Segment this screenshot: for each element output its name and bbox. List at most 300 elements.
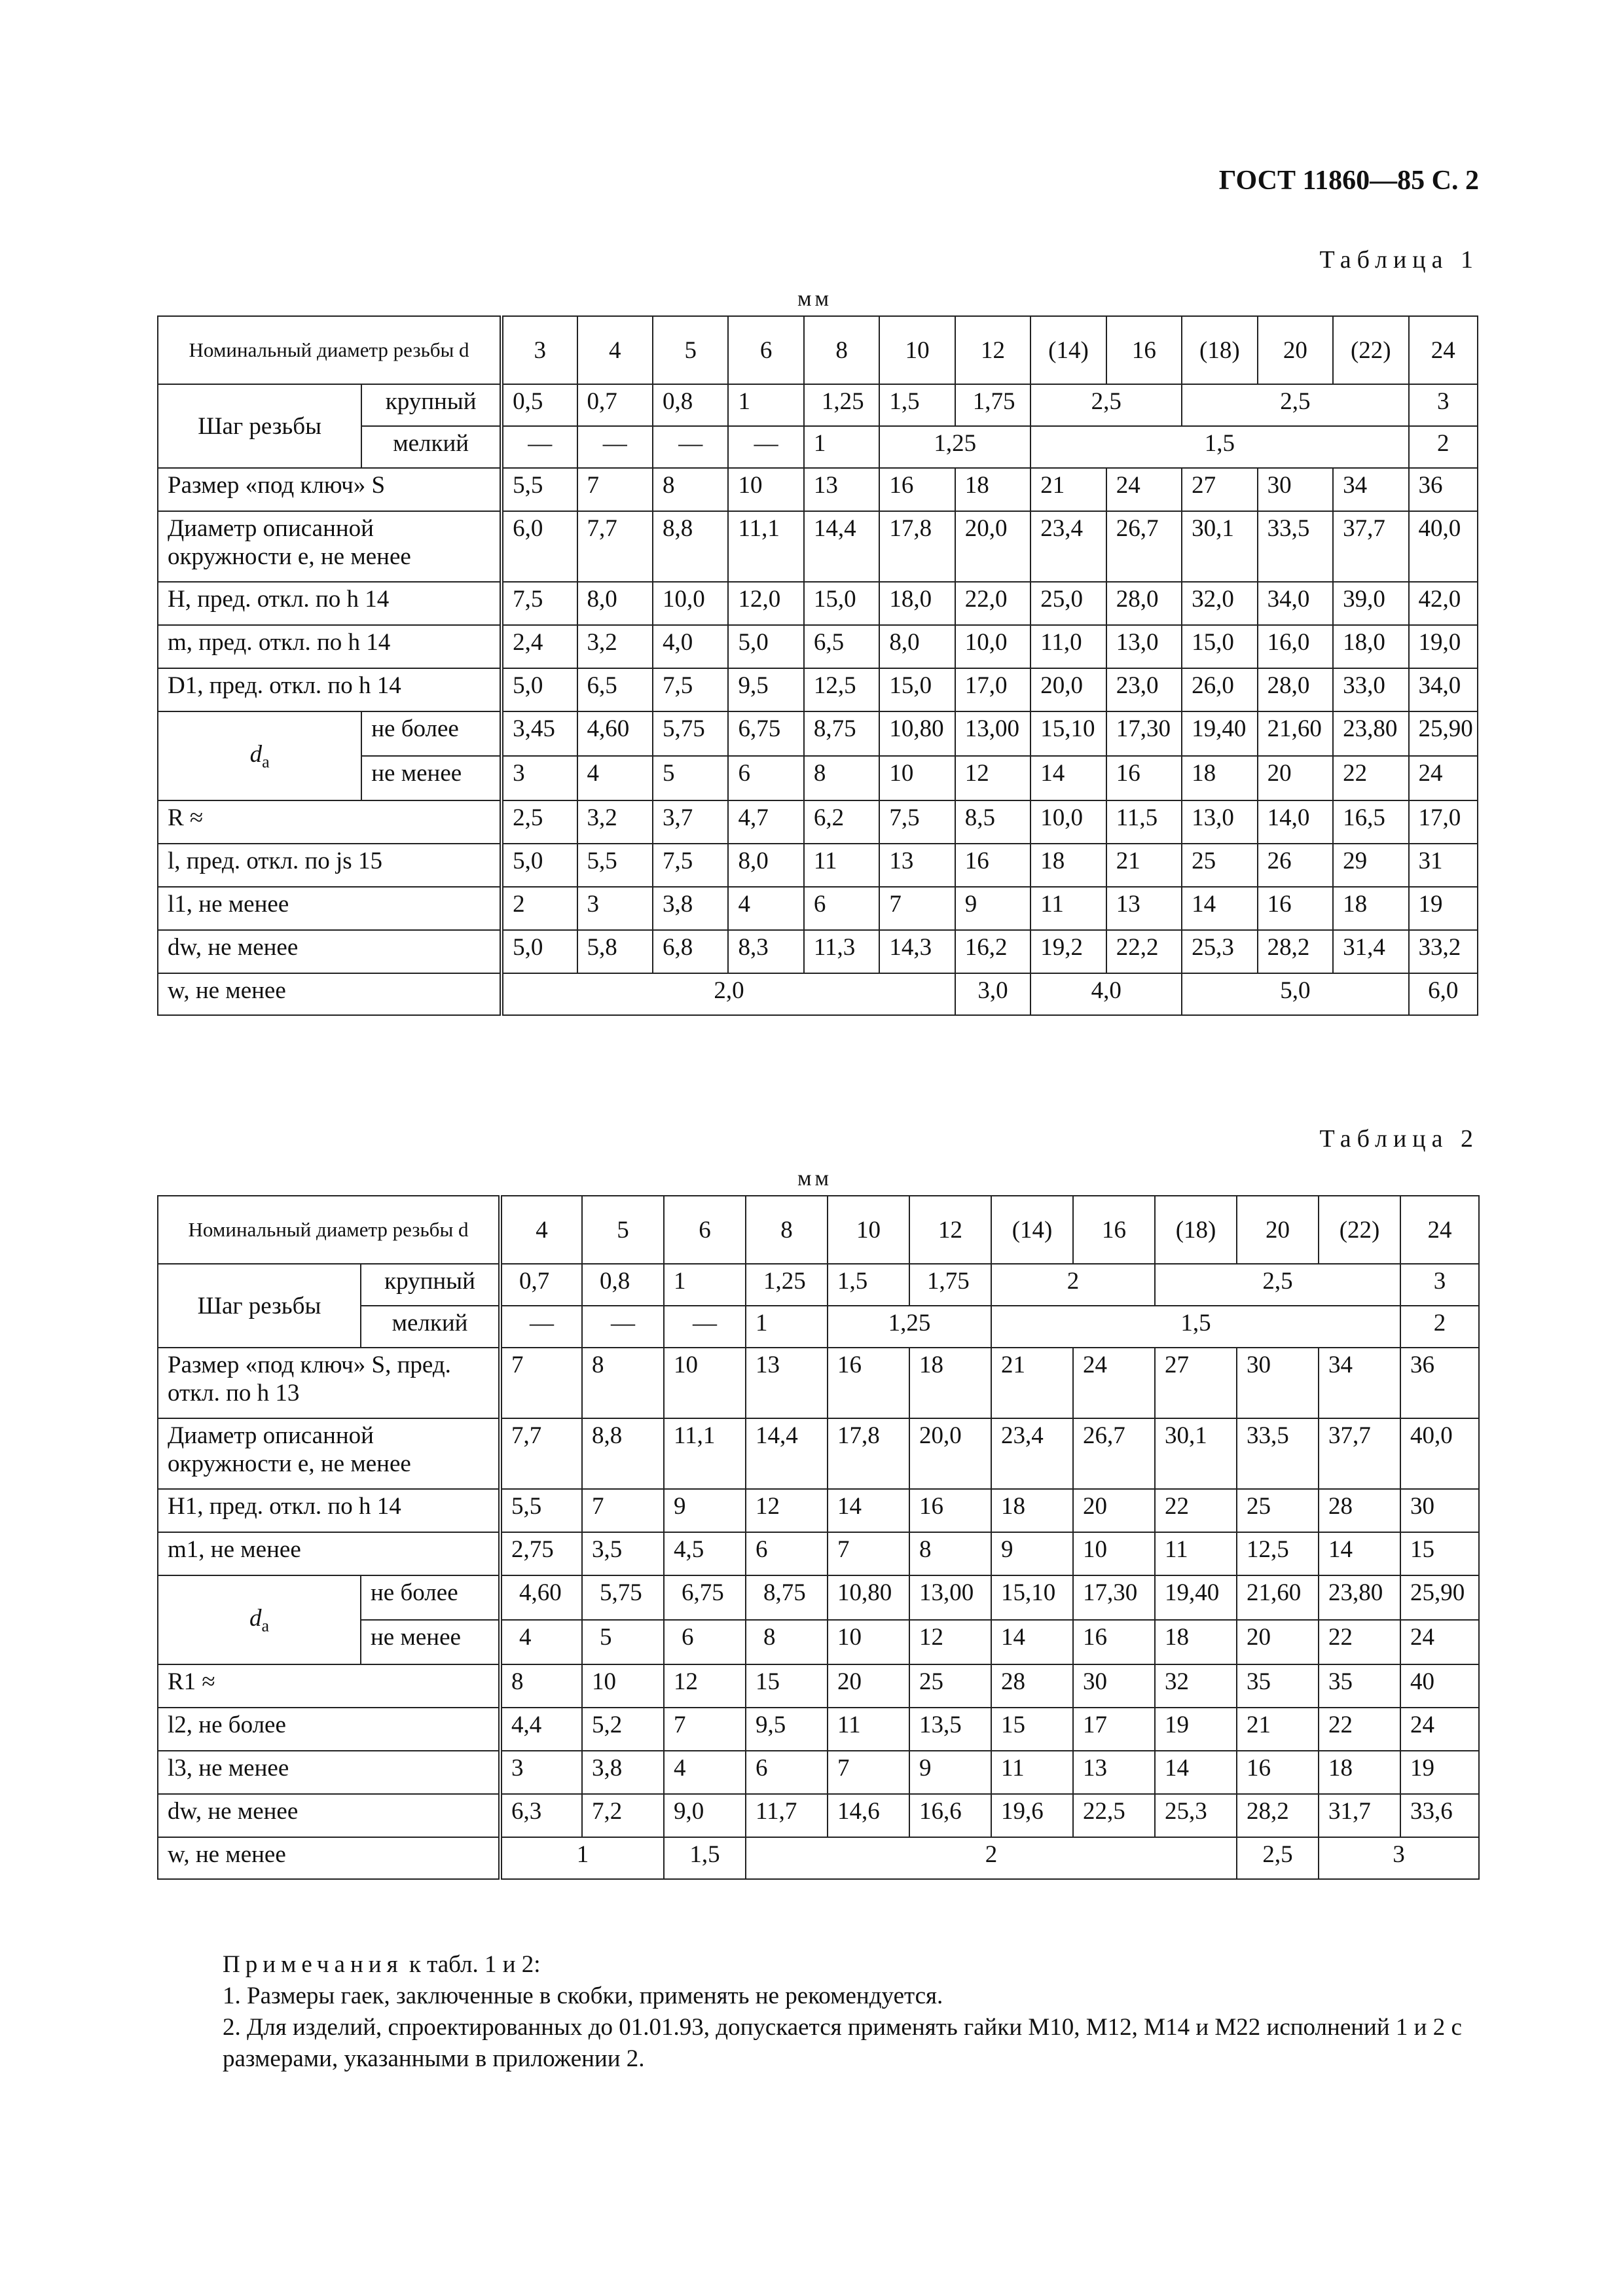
table2-cell: 30 <box>1073 1664 1155 1708</box>
table1-diameter: 3 <box>501 316 577 384</box>
table2-cell: 18 <box>991 1489 1073 1532</box>
table2-cell: 8 <box>500 1664 582 1708</box>
table2-cell: 22 <box>1319 1708 1400 1751</box>
notes-title-word: Примечания <box>223 1951 403 1978</box>
table1-cell: 18 <box>1182 756 1257 800</box>
table2-diameter: (14) <box>991 1196 1073 1264</box>
table1-cell: 13,00 <box>955 711 1030 756</box>
table2-header-label: Номинальный диаметр резьбы d <box>158 1196 500 1264</box>
table1-cell: 6,5 <box>804 625 879 668</box>
table2-row <box>158 1489 1479 1532</box>
table2-cell: 15 <box>1400 1532 1479 1575</box>
table1-cell: 15,10 <box>1030 711 1106 756</box>
table2-cell: 14 <box>1155 1751 1237 1794</box>
table2-cell: 20,0 <box>909 1418 991 1489</box>
table1-header-label: Номинальный диаметр резьбы d <box>158 316 501 384</box>
table1-cell: 14,4 <box>804 511 879 582</box>
table2-cell: 15 <box>746 1664 828 1708</box>
table1-diameter: 8 <box>804 316 879 384</box>
table2-cell: 12 <box>664 1664 746 1708</box>
table1-cell: 16 <box>879 468 955 511</box>
table1-cell: 5,0 <box>501 930 577 973</box>
table1-cell: 7 <box>577 468 653 511</box>
table2-cell: 18 <box>1155 1620 1237 1664</box>
table2-cell: 21,60 <box>1237 1575 1319 1620</box>
table2-diameter: 6 <box>664 1196 746 1264</box>
table1-cell: 5,0 <box>501 668 577 711</box>
table2-row-w <box>158 1837 1479 1879</box>
table1-cell: 19,2 <box>1030 930 1106 973</box>
table2-cell: 4,60 <box>500 1575 582 1620</box>
table1-cell: 2 <box>1409 426 1478 468</box>
table2-cell: 6,75 <box>664 1575 746 1620</box>
table1-cell: 30 <box>1258 468 1333 511</box>
table2-cell: 16 <box>909 1489 991 1532</box>
table2-cell: — <box>664 1306 746 1348</box>
table2-cell: 2,75 <box>500 1532 582 1575</box>
table1-cell: 8 <box>804 756 879 800</box>
table2-cell: 8,75 <box>746 1575 828 1620</box>
table2-cell: 18 <box>1319 1751 1400 1794</box>
table1-cell: 21 <box>1030 468 1106 511</box>
table1-cell: 3,2 <box>577 800 653 844</box>
notes-title <box>157 1949 1480 1981</box>
table2-cell: 3 <box>1319 1837 1479 1879</box>
table1-cell: 28,0 <box>1106 582 1182 625</box>
table1-cell: 20 <box>1258 756 1333 800</box>
table1-cell: 28,2 <box>1258 930 1333 973</box>
table1-cell: 6,0 <box>501 511 577 582</box>
table1-diameter: 24 <box>1409 316 1478 384</box>
table2-diameter: (22) <box>1319 1196 1400 1264</box>
table2-cell: 4 <box>500 1620 582 1664</box>
table1-row-da-max <box>158 711 1478 756</box>
table2-cell: 10 <box>828 1620 909 1664</box>
table2-row-label: l2, не более <box>158 1708 500 1751</box>
table1-cell: 11,1 <box>728 511 803 582</box>
table2-cell: 23,4 <box>991 1418 1073 1489</box>
table1-cell: 7,7 <box>577 511 653 582</box>
table2-cell: 2 <box>991 1264 1155 1306</box>
table1-cell: 8,0 <box>879 625 955 668</box>
table1-cell: — <box>653 426 728 468</box>
table1-cell: 10,0 <box>653 582 728 625</box>
table1-cell: 18 <box>1030 844 1106 887</box>
table1-cell: 3 <box>1409 384 1478 426</box>
table1-cell: 13 <box>1106 887 1182 930</box>
table2-cell: 12 <box>746 1489 828 1532</box>
table1-cell: 10,0 <box>1030 800 1106 844</box>
table1-cell: 16,2 <box>955 930 1030 973</box>
table2-cell: 16 <box>1073 1620 1155 1664</box>
table1-cell: 1,5 <box>879 384 955 426</box>
table1-cell: 9,5 <box>728 668 803 711</box>
table1-cell: 10 <box>879 756 955 800</box>
table2-cell: 17,8 <box>828 1418 909 1489</box>
table2-cell: 34 <box>1319 1348 1400 1418</box>
table1-cell: 19 <box>1409 887 1478 930</box>
table1-row-label: l, пред. откл. по js 15 <box>158 844 501 887</box>
table1-cell: 2,5 <box>1030 384 1182 426</box>
table2-cell: 0,7 <box>500 1264 582 1306</box>
table2-row <box>158 1794 1479 1837</box>
table1-row-label: m, пред. откл. по h 14 <box>158 625 501 668</box>
table1-da-min-label: не менее <box>361 756 501 800</box>
table1-units: мм <box>797 287 833 311</box>
table1-cell: 11 <box>804 844 879 887</box>
table2-cell: 19,6 <box>991 1794 1073 1837</box>
table1-cell: 19,40 <box>1182 711 1257 756</box>
table1-cell: 13,0 <box>1106 625 1182 668</box>
table1-cell: 22 <box>1333 756 1408 800</box>
table2-header-row <box>158 1196 1479 1264</box>
table1-cell: 5,8 <box>577 930 653 973</box>
table1-cell: 5,0 <box>501 844 577 887</box>
table2-cell: 8 <box>746 1620 828 1664</box>
table1-cell: 31,4 <box>1333 930 1408 973</box>
table1-cell: 37,7 <box>1333 511 1408 582</box>
table1-cell: 1 <box>804 426 879 468</box>
table2-cell: 25,3 <box>1155 1794 1237 1837</box>
table1-row-label: H, пред. откл. по h 14 <box>158 582 501 625</box>
table2-cell: 7 <box>828 1532 909 1575</box>
table1-caption: Таблица 1 <box>1319 246 1479 274</box>
table1-cell: 1,75 <box>955 384 1030 426</box>
table2-cell: 11 <box>828 1708 909 1751</box>
table2-row <box>158 1708 1479 1751</box>
table2-cell: 13,00 <box>909 1575 991 1620</box>
table2-cell: 17,30 <box>1073 1575 1155 1620</box>
table1-cell: 17,8 <box>879 511 955 582</box>
table1-cell: 21 <box>1106 844 1182 887</box>
table1-cell: 8,0 <box>728 844 803 887</box>
table1-cell: 16 <box>955 844 1030 887</box>
table2-row <box>158 1532 1479 1575</box>
table1-cell: 3,45 <box>501 711 577 756</box>
table2-cell: 7,7 <box>500 1418 582 1489</box>
table1-diameter: 16 <box>1106 316 1182 384</box>
table2-cell: 32 <box>1155 1664 1237 1708</box>
table2-diameter: 5 <box>582 1196 664 1264</box>
table2-cell: 3,5 <box>582 1532 664 1575</box>
table2-diameter: 8 <box>746 1196 828 1264</box>
table2-cell: 19 <box>1155 1708 1237 1751</box>
table1-cell: 14 <box>1182 887 1257 930</box>
table1-cell: 33,5 <box>1258 511 1333 582</box>
table2-cell: 25,90 <box>1400 1575 1479 1620</box>
table2-cell: 16 <box>828 1348 909 1418</box>
table2-cell: 6,3 <box>500 1794 582 1837</box>
table1-cell: 34,0 <box>1409 668 1478 711</box>
table1-cell: 2,4 <box>501 625 577 668</box>
table2-diameter: (18) <box>1155 1196 1237 1264</box>
table1-diameter: (14) <box>1030 316 1106 384</box>
table1-row-w <box>158 973 1478 1015</box>
table1-cell: 7,5 <box>653 844 728 887</box>
table2-cell: 9,0 <box>664 1794 746 1837</box>
table2-cell: 8 <box>909 1532 991 1575</box>
table1-cell: 30,1 <box>1182 511 1257 582</box>
table2-cell: 24 <box>1073 1348 1155 1418</box>
table1-row-label: Размер «под ключ» S <box>158 468 501 511</box>
table1-cell: 12,0 <box>728 582 803 625</box>
table1-cell: — <box>728 426 803 468</box>
table2-diameter: 12 <box>909 1196 991 1264</box>
table2-cell: 9 <box>664 1489 746 1532</box>
table1-cell: 24 <box>1409 756 1478 800</box>
table1-cell: 8,75 <box>804 711 879 756</box>
table1-cell: 3 <box>577 887 653 930</box>
table2-cell: 1,75 <box>909 1264 991 1306</box>
table2-cell: 21 <box>1237 1708 1319 1751</box>
table1-cell: 3,7 <box>653 800 728 844</box>
table1-cell: 1,5 <box>1030 426 1408 468</box>
table1-cell: 16 <box>1258 887 1333 930</box>
table1-cell: 14,0 <box>1258 800 1333 844</box>
table2-cell: 20 <box>1237 1620 1319 1664</box>
table1-cell: 2 <box>501 887 577 930</box>
table1-cell: 18 <box>955 468 1030 511</box>
table1-row-label: l1, не менее <box>158 887 501 930</box>
table1-cell: 13 <box>804 468 879 511</box>
table2-units: мм <box>797 1166 833 1191</box>
table2-cell: 1,5 <box>664 1837 746 1879</box>
table2-cell: 30 <box>1237 1348 1319 1418</box>
table1-cell: 18 <box>1333 887 1408 930</box>
table1-diameter: 5 <box>653 316 728 384</box>
table1-cell: 4 <box>728 887 803 930</box>
table2-cell: 24 <box>1400 1620 1479 1664</box>
table2-cell: 33,6 <box>1400 1794 1479 1837</box>
table1-diameter: 12 <box>955 316 1030 384</box>
table2-cell: 22 <box>1155 1489 1237 1532</box>
table1-cell: 1,25 <box>804 384 879 426</box>
table1-cell: 22,0 <box>955 582 1030 625</box>
table1-cell: 16 <box>1106 756 1182 800</box>
table2-row-da-max <box>158 1575 1479 1620</box>
table1-cell: 40,0 <box>1409 511 1478 582</box>
table2-cell: 11 <box>991 1751 1073 1794</box>
table2-diameter: 16 <box>1073 1196 1155 1264</box>
table1-cell: 6,5 <box>577 668 653 711</box>
table2-cell: 21 <box>991 1348 1073 1418</box>
table1-cell: 10,80 <box>879 711 955 756</box>
table2-cell: 22,5 <box>1073 1794 1155 1837</box>
table2-cell: — <box>582 1306 664 1348</box>
table1-cell: 23,4 <box>1030 511 1106 582</box>
table1 <box>157 315 1478 1016</box>
table1-cell: 5 <box>653 756 728 800</box>
table2-cell: 15 <box>991 1708 1073 1751</box>
table2-cell: 40 <box>1400 1664 1479 1708</box>
table1-cell: 15,0 <box>804 582 879 625</box>
table1-cell: 13 <box>879 844 955 887</box>
table1-cell: 12 <box>955 756 1030 800</box>
table1-cell: 1 <box>728 384 803 426</box>
table1-cell: 15,0 <box>1182 625 1257 668</box>
table1-cell: 25,3 <box>1182 930 1257 973</box>
table1-cell: 11 <box>1030 887 1106 930</box>
table1-cell: 11,0 <box>1030 625 1106 668</box>
table1-cell: 10,0 <box>955 625 1030 668</box>
table2-cell: 35 <box>1237 1664 1319 1708</box>
table2-cell: 7 <box>828 1751 909 1794</box>
table1-cell: 16,0 <box>1258 625 1333 668</box>
table1-cell: — <box>501 426 577 468</box>
table2-cell: 6 <box>746 1532 828 1575</box>
table1-cell: 17,0 <box>1409 800 1478 844</box>
table2-cell: 8,8 <box>582 1418 664 1489</box>
table1-cell: 34,0 <box>1258 582 1333 625</box>
table1-diameter: 20 <box>1258 316 1333 384</box>
table1-cell: 5,75 <box>653 711 728 756</box>
table2-cell: 9,5 <box>746 1708 828 1751</box>
table1-cell: 12,5 <box>804 668 879 711</box>
table2-cell: 35 <box>1319 1664 1400 1708</box>
table2-cell: 16,6 <box>909 1794 991 1837</box>
table1-cell: 14 <box>1030 756 1106 800</box>
table1-row <box>158 887 1478 930</box>
table1-cell: 25,90 <box>1409 711 1478 756</box>
table1-cell: 7,5 <box>653 668 728 711</box>
table1-cell: 32,0 <box>1182 582 1257 625</box>
document-header: ГОСТ 11860—85 С. 2 <box>1218 166 1479 196</box>
table2-cell: 33,5 <box>1237 1418 1319 1489</box>
table2-cell: 4,4 <box>500 1708 582 1751</box>
table1-cell: 15,0 <box>879 668 955 711</box>
table2-cell: 15,10 <box>991 1575 1073 1620</box>
table2-cell: 31,7 <box>1319 1794 1400 1837</box>
table1-row-label: D1, пред. откл. по h 14 <box>158 668 501 711</box>
table2-cell: 13 <box>1073 1751 1155 1794</box>
table1-cell: 2,5 <box>1182 384 1408 426</box>
table1-diameter: 4 <box>577 316 653 384</box>
table1-cell: 39,0 <box>1333 582 1408 625</box>
table2-cell: 25 <box>1237 1489 1319 1532</box>
table1-cell: 3,2 <box>577 625 653 668</box>
table1-cell: 8,3 <box>728 930 803 973</box>
table1-cell: 36 <box>1409 468 1478 511</box>
table1-row <box>158 800 1478 844</box>
table2-cell: 7,2 <box>582 1794 664 1837</box>
table1-cell: 11,5 <box>1106 800 1182 844</box>
table2-cell: 6 <box>664 1620 746 1664</box>
table1-cell: 25 <box>1182 844 1257 887</box>
table1-da-label: $d_a$ <box>158 711 361 800</box>
table1-cell: 8,0 <box>577 582 653 625</box>
table1-cell: 3 <box>501 756 577 800</box>
table2-cell: 37,7 <box>1319 1418 1400 1489</box>
table2-row-label: m1, не менее <box>158 1532 500 1575</box>
table1-cell: 8,5 <box>955 800 1030 844</box>
table1-cell: 4,7 <box>728 800 803 844</box>
table1-cell: 5,5 <box>501 468 577 511</box>
table2-cell: 5,5 <box>500 1489 582 1532</box>
table1-cell: 13,0 <box>1182 800 1257 844</box>
table2-cell: 11,7 <box>746 1794 828 1837</box>
table2-cell: 25 <box>909 1664 991 1708</box>
table1-cell: 6 <box>804 887 879 930</box>
table1-coarse-label: крупный <box>361 384 501 426</box>
table2-cell: 4 <box>664 1751 746 1794</box>
table2-cell: 28 <box>1319 1489 1400 1532</box>
table2-diameter: 20 <box>1237 1196 1319 1264</box>
table1-cell: 21,60 <box>1258 711 1333 756</box>
table2-cell: 2,5 <box>1237 1837 1319 1879</box>
table1-row <box>158 844 1478 887</box>
table2-row-label: H1, пред. откл. по h 14 <box>158 1489 500 1532</box>
table2-row-label: l3, не менее <box>158 1751 500 1794</box>
table1-row <box>158 668 1478 711</box>
table1-cell: 5,0 <box>1182 973 1408 1015</box>
table2-cell: 12 <box>909 1620 991 1664</box>
table2-cell: 13 <box>746 1348 828 1418</box>
table2-cell: 16 <box>1237 1751 1319 1794</box>
table1-cell: 14,3 <box>879 930 955 973</box>
table1-row-label: Диаметр описанной окружности e, не менее <box>158 511 501 582</box>
table1-diameter: (18) <box>1182 316 1257 384</box>
table2-cell: 14 <box>1319 1532 1400 1575</box>
table2-cell: 10,80 <box>828 1575 909 1620</box>
table1-cell: 27 <box>1182 468 1257 511</box>
table2-row-label: Размер «под ключ» S, пред. откл. по h 13 <box>158 1348 500 1418</box>
table1-row <box>158 625 1478 668</box>
table2 <box>157 1195 1480 1880</box>
table2-da-min-label: не менее <box>361 1620 500 1664</box>
table1-cell: 11,3 <box>804 930 879 973</box>
table2-cell: 5,2 <box>582 1708 664 1751</box>
table2-cell: 5 <box>582 1620 664 1664</box>
table2-cell: 0,8 <box>582 1264 664 1306</box>
table2-cell: 14,4 <box>746 1418 828 1489</box>
table2-caption: Таблица 2 <box>1319 1125 1479 1153</box>
table2-diameter: 4 <box>500 1196 582 1264</box>
table1-cell: 26,7 <box>1106 511 1182 582</box>
table2-cell: 1 <box>500 1837 664 1879</box>
table1-cell: 6,2 <box>804 800 879 844</box>
table2-row-coarse <box>158 1264 1479 1306</box>
table1-cell: 6,75 <box>728 711 803 756</box>
table2-cell: 3 <box>500 1751 582 1794</box>
table2-row-label: Диаметр описанной окружности e, не менее <box>158 1418 500 1489</box>
table1-fine-label: мелкий <box>361 426 501 468</box>
table1-cell: 2,5 <box>501 800 577 844</box>
table1-cell: 22,2 <box>1106 930 1182 973</box>
table1-cell: 7,5 <box>501 582 577 625</box>
table2-cell: 30 <box>1400 1489 1479 1532</box>
table1-diameter: (22) <box>1333 316 1408 384</box>
table2-cell: 28,2 <box>1237 1794 1319 1837</box>
table2-w-label: w, не менее <box>158 1837 500 1879</box>
table1-cell: 8,8 <box>653 511 728 582</box>
table2-diameter: 24 <box>1400 1196 1479 1264</box>
table2-cell: 11,1 <box>664 1418 746 1489</box>
table1-cell: 1,25 <box>879 426 1030 468</box>
table1-da-max-label: не более <box>361 711 501 756</box>
table2-cell: 6 <box>746 1751 828 1794</box>
table1-cell: 17,30 <box>1106 711 1182 756</box>
table2-cell: 3 <box>1400 1264 1479 1306</box>
table2-cell: 10 <box>664 1348 746 1418</box>
table1-cell: 4 <box>577 756 653 800</box>
table1-row <box>158 582 1478 625</box>
table1-diameter: 10 <box>879 316 955 384</box>
table2-cell: 30,1 <box>1155 1418 1237 1489</box>
table2-cell: 2 <box>746 1837 1237 1879</box>
table2-da-label: $d_a$ <box>158 1575 361 1664</box>
notes <box>157 1949 1480 2075</box>
table2-cell: 14 <box>991 1620 1073 1664</box>
